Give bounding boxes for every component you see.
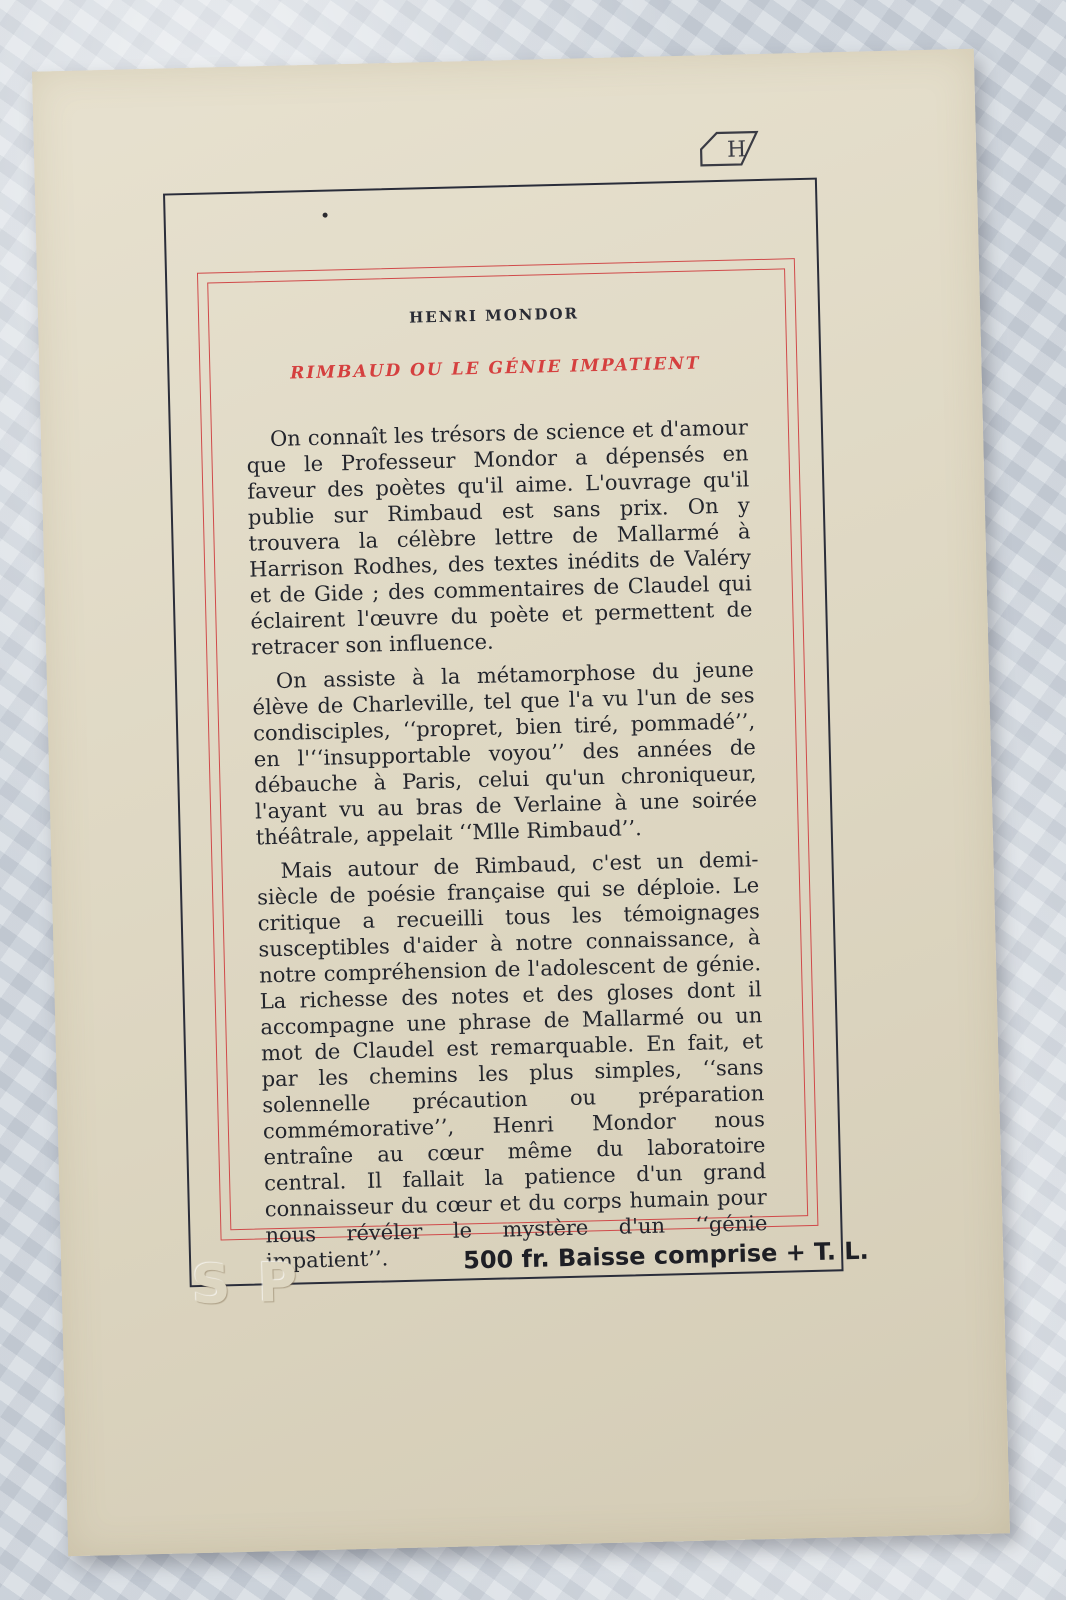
author-name: HENRI MONDOR <box>408 304 580 327</box>
blurb-paragraph-2: On assiste à la métamorphose du jeune élève de Charleville, tel que l'a vu l'un de ses condisciples, ‘‘propret, bien tiré, pommadé’’, en l'‘‘insupportable voyou’’ des années de débauche à Paris, celui qu'un chroniqueur, l'ayant vu au bras de Verlaine à une soirée théâtrale, appelait ‘‘Mlle Rimbaud’’. <box>252 657 758 850</box>
publisher-logo-icon <box>697 129 762 169</box>
blurb-paragraph-3: Mais autour de Rimbaud, c'est un demi-siècle de poésie française qui se déploie. Le critique a recueilli tous les témoignages susceptibles d'aider à notre connaissance, à notre compréhension de l'adolescent de génie. La richesse des notes et des gloses dont il accompagne une phrase de Mallarmé ou un mot de Claudel est remarquable. En fait, et par les chemins les plus simples, ‘‘sans solennelle précaution ou préparation commémorative’’, Henri Mondor nous entraîne au cœur même du laboratoire central. Il fallait la patience d'un grand connaisseur du cœur et du corps humain pour nous révéler le mystère d'un ‘‘génie impatient’’. <box>256 847 768 1274</box>
outer-dark-frame <box>163 178 844 1288</box>
publisher-logo-letter: H <box>726 137 747 163</box>
blurb-paragraph-1: On connaît les trésors de science et d'amour que le Professeur Mondor a dépensés en faveur des poètes qu'il aime. L'ouvrage qu'il publie sur Rimbaud est sans prix. On y trouvera la célèbre lettre de Mallarmé à Harrison Rodhes, des textes inédits de Valéry et de Gide ; des commentaires de Claudel qui éclairent l'œuvre du poète et permettent de retracer son influence. <box>246 415 753 660</box>
embossed-letter-p: P <box>256 1250 298 1315</box>
price-label: 500 fr. Baisse comprise + T. L. <box>462 1236 870 1275</box>
book-title: RIMBAUD OU LE GÉNIE IMPATIENT <box>289 353 701 384</box>
book-back-cover <box>32 49 1010 1557</box>
embossed-letter-s: S <box>190 1252 232 1317</box>
blurb-content <box>243 300 769 1282</box>
